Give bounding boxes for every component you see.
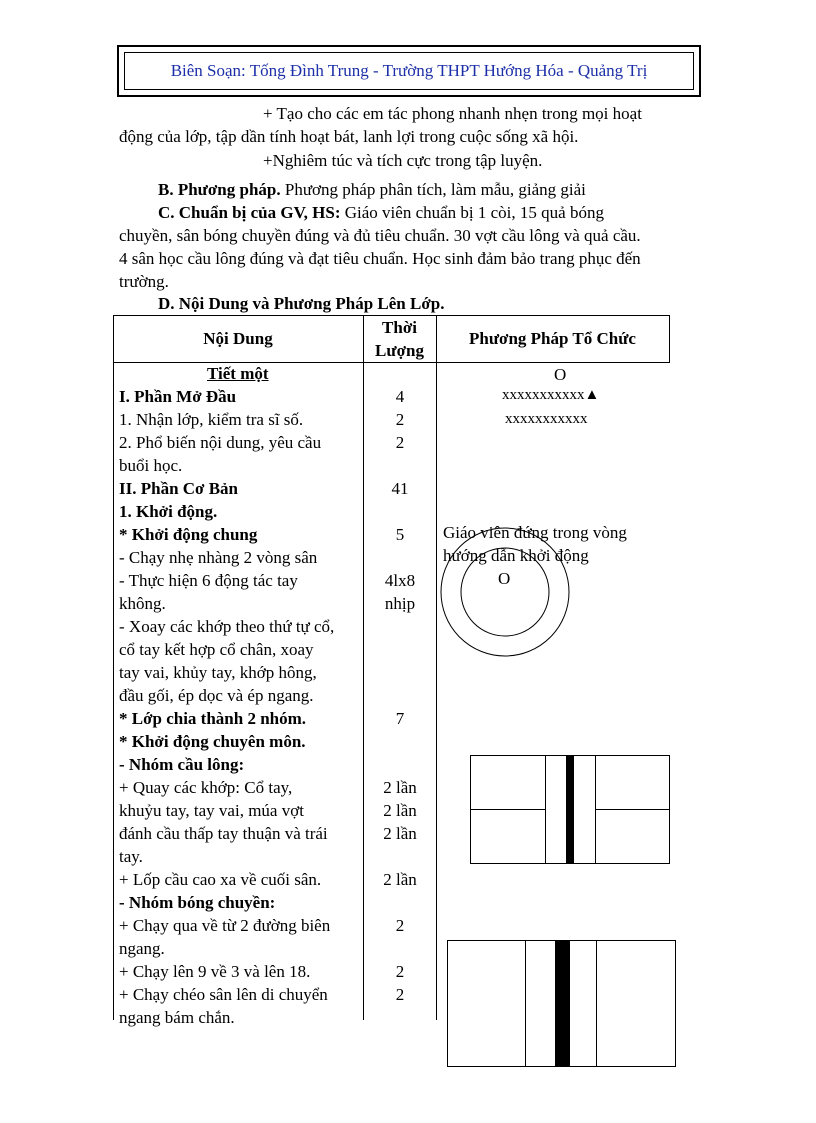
table-row-duration: 5 bbox=[395, 525, 405, 544]
intro-line-2: động của lớp, tập dần tính hoạt bát, lanh lợi trong cuộc sống xã hội. bbox=[119, 127, 579, 146]
table-col-divider-2 bbox=[436, 315, 437, 1020]
prep-label: C. Chuẩn bị của GV, HS: bbox=[158, 203, 341, 222]
table-row-content: tay vai, khủy tay, khớp hông, bbox=[119, 663, 317, 682]
table-row-content: không. bbox=[119, 594, 166, 613]
table-row-content: I. Phần Mở Đầu bbox=[119, 387, 237, 406]
table-row-duration: nhịp bbox=[384, 594, 416, 613]
header-banner-inner bbox=[124, 52, 694, 90]
header-method: Phương Pháp Tổ Chức bbox=[469, 329, 636, 348]
table-row-duration: 2 bbox=[395, 410, 405, 429]
table-row-content: cổ tay kết hợp cổ chân, xoay bbox=[119, 640, 314, 659]
volleyball-net bbox=[555, 940, 570, 1067]
table-row-content: - Nhóm cầu lông: bbox=[119, 755, 245, 774]
table-row-duration: 2 lần bbox=[383, 801, 417, 820]
header-duration-2: Lượng bbox=[375, 341, 424, 360]
table-col-divider-1 bbox=[363, 315, 364, 1020]
circle-center-mark: O bbox=[498, 569, 511, 588]
table-row-content: + Chạy qua về từ 2 đường biên bbox=[119, 916, 331, 935]
flag-icon: ▲ bbox=[584, 387, 600, 403]
table-left-border bbox=[113, 315, 114, 1020]
badminton-court-diagram bbox=[470, 755, 670, 865]
table-row-content: Tiết một bbox=[207, 364, 269, 383]
table-row-content: + Chạy lên 9 về 3 và lên 18. bbox=[119, 962, 311, 981]
table-row-duration: 2 bbox=[395, 985, 405, 1004]
table-row-content: buổi học. bbox=[119, 456, 183, 475]
table-row-duration: 4lx8 bbox=[384, 571, 416, 590]
prep-text-1: Giáo viên chuẩn bị 1 còi, 15 quả bóng bbox=[340, 203, 604, 222]
intro-line-3: +Nghiêm túc và tích cực trong tập luyện. bbox=[263, 151, 543, 170]
method-paragraph bbox=[158, 180, 586, 200]
table-row-duration: 4 bbox=[395, 387, 405, 406]
table-row-duration: 41 bbox=[391, 479, 409, 498]
table-row-duration: 7 bbox=[395, 709, 405, 728]
method-text: Phương pháp phân tích, làm mẫu, giảng giải bbox=[280, 180, 586, 199]
formation-row-1-text: xxxxxxxxxxx bbox=[502, 387, 585, 403]
table-row-content: 1. Khởi động. bbox=[119, 502, 218, 521]
circle-text-1: Giáo viên đứng trong vòng bbox=[443, 523, 627, 542]
table-row-content: đầu gối, ép dọc và ép ngang. bbox=[119, 686, 314, 705]
table-row-content: * Lớp chia thành 2 nhóm. bbox=[119, 709, 307, 728]
header-banner bbox=[117, 45, 701, 97]
circle-text-2: hướng dẫn khởi động bbox=[443, 546, 589, 565]
header-banner-text: Biên Soạn: Tống Đình Trung - Trường THPT Hướng Hóa - Quảng Trị bbox=[170, 61, 648, 80]
table-row-content: + Quay các khớp: Cổ tay, bbox=[119, 778, 293, 797]
formation-row-1 bbox=[502, 387, 599, 404]
table-row-content: II. Phần Cơ Bản bbox=[119, 479, 239, 498]
table-right-border bbox=[669, 315, 670, 363]
table-row-duration: 2 bbox=[395, 916, 405, 935]
formation-row-2: xxxxxxxxxxx bbox=[505, 411, 588, 427]
method-label: B. Phương pháp. bbox=[158, 180, 281, 199]
teacher-mark: O bbox=[554, 365, 567, 384]
table-row-content: tay. bbox=[119, 847, 143, 866]
table-row-content: * Khởi động chuyên môn. bbox=[119, 732, 306, 751]
table-row-content: * Khởi động chung bbox=[119, 525, 258, 544]
table-row-content: - Nhóm bóng chuyền: bbox=[119, 893, 276, 912]
prep-paragraph-line-1 bbox=[158, 203, 604, 223]
header-duration-1: Thời bbox=[382, 318, 417, 337]
table-row-content: đánh cầu thấp tay thuận và trái bbox=[119, 824, 328, 843]
table-header-bottom-border bbox=[113, 362, 670, 363]
prep-line-2: chuyền, sân bóng chuyền đúng và đủ tiêu chuẩn. 30 vợt cầu lông và quả cầu. bbox=[119, 226, 641, 245]
table-row-content: ngang. bbox=[119, 939, 165, 958]
badminton-net bbox=[566, 755, 574, 864]
table-row-content: khuỷu tay, tay vai, múa vợt bbox=[119, 801, 304, 820]
table-row-content: - Chạy nhẹ nhàng 2 vòng sân bbox=[119, 548, 318, 567]
header-content: Nội Dung bbox=[203, 329, 273, 348]
table-row-content: ngang bám chắn. bbox=[119, 1008, 235, 1027]
section-d-heading: D. Nội Dung và Phương Pháp Lên Lớp. bbox=[158, 294, 445, 313]
table-row-duration: 2 lần bbox=[383, 824, 417, 843]
table-row-content: - Thực hiện 6 động tác tay bbox=[119, 571, 298, 590]
table-row-content: 1. Nhận lớp, kiểm tra sĩ số. bbox=[119, 410, 304, 429]
table-row-content: + Lốp cầu cao xa về cuối sân. bbox=[119, 870, 322, 889]
prep-line-4: trường. bbox=[119, 272, 169, 291]
prep-line-3: 4 sân học cầu lông đúng và đạt tiêu chuẩn. Học sinh đảm bảo trang phục đến bbox=[119, 249, 641, 268]
table-row-content: - Xoay các khớp theo thứ tự cổ, bbox=[119, 617, 335, 636]
intro-line-1: + Tạo cho các em tác phong nhanh nhẹn trong mọi hoạt bbox=[263, 104, 642, 123]
table-row-duration: 2 lần bbox=[383, 778, 417, 797]
volleyball-court-diagram bbox=[447, 940, 677, 1068]
table-row-duration: 2 bbox=[395, 962, 405, 981]
table-row-content: + Chạy chéo sân lên di chuyển bbox=[119, 985, 328, 1004]
table-row-duration: 2 lần bbox=[383, 870, 417, 889]
table-row-duration: 2 bbox=[395, 433, 405, 452]
table-row-content: 2. Phổ biến nội dung, yêu cầu bbox=[119, 433, 322, 452]
